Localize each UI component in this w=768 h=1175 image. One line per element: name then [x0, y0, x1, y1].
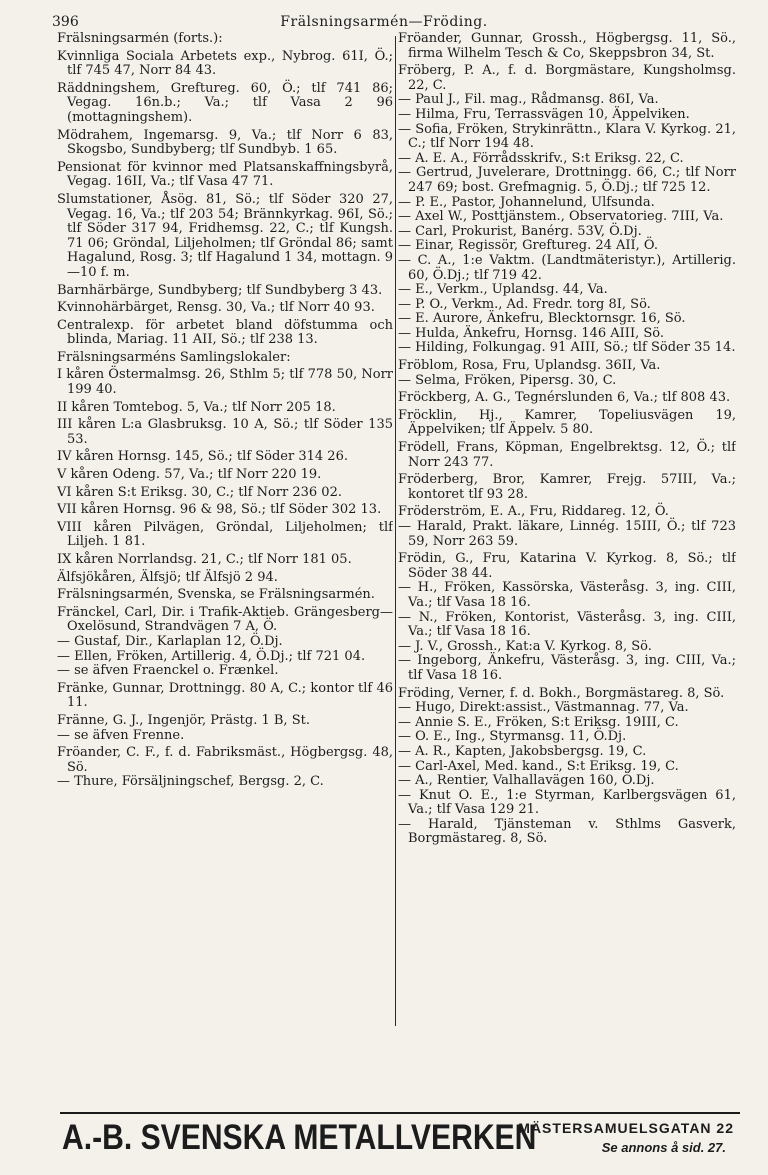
directory-entry: — Hilding, Folkungag. 91 AIII, Sö.; tlf Söder 35 14.	[398, 340, 736, 356]
directory-entry: — Paul J., Fil. mag., Rådmansg. 86I, Va.	[398, 92, 659, 108]
directory-entry: Fröander, Gunnar, Grossh., Högbergsg. 11, Sö., firma Wilhelm Tesch & Co, Skeppsbron 34, St.	[398, 32, 736, 61]
directory-entry: — Sofia, Fröken, Strykinrättn., Klara V. Kyrkog. 21, C.; tlf Norr 194 48.	[398, 121, 736, 152]
directory-entry: II kåren Tomtebog. 5, Va.; tlf Norr 205 18.	[57, 399, 336, 415]
directory-entry: Centralexp. för arbetet bland döfstumma och blinda, Mariag. 11 AII, Sö.; tlf 238 13.	[57, 317, 393, 348]
running-title: Frälsningsarmén—Fröding.	[280, 14, 488, 30]
directory-entry: — A. E. A., Förrådsskrifv., S:t Eriksg. 22, C.	[398, 150, 684, 166]
directory-entry: — Annie S. E., Fröken, S:t Eriksg. 19III, C.	[398, 714, 679, 730]
ad-address: MÄSTERSAMUELSGATAN 22	[518, 1120, 734, 1136]
directory-entry: — se äfven Frenne.	[57, 727, 185, 743]
directory-entry: — A., Rentier, Valhallavägen 160, Ö.Dj.	[398, 773, 655, 789]
directory-entry: Frödin, G., Fru, Katarina V. Kyrkog. 8, Sö.; tlf Söder 38 44.	[398, 551, 736, 581]
directory-entry: — Hilma, Fru, Terrassvägen 10, Äppelviken.	[398, 106, 690, 122]
directory-entry: — J. V., Grossh., Kat:a V. Kyrkog. 8, Sö.	[398, 638, 652, 654]
directory-entry: — Einar, Regissör, Greftureg. 24 AII, Ö.	[398, 238, 658, 254]
directory-entry: — E. Aurore, Änkefru, Blecktornsgr. 16, Sö.	[398, 311, 686, 327]
page-number: 396	[52, 14, 79, 30]
directory-entry: Fröding, Verner, f. d. Bokh., Borgmästareg. 8, Sö.	[398, 685, 725, 701]
directory-entry: Slumstationer, Åsög. 81, Sö.; tlf Söder 320 27, Vegag. 16, Va.; tlf 203 54; Brännkyrkag. 96I, Sö.; tlf Söder 317 94, Fridhemsg. 22, C.; tlf Kungsh. 71 06; Gröndal, Liljeholmen; tlf Gröndal 86; samt Hagalund, Rosg. 3; tlf Hagalund 1 34, mottagn. 9—10 f. m.	[57, 191, 393, 280]
directory-entry: Kvinnliga Sociala Arbetets exp., Nybrog. 61I, Ö.; tlf 745 47, Norr 84 43.	[57, 48, 393, 79]
column-divider	[395, 36, 396, 1026]
directory-entry: I kåren Östermalmsg. 26, Sthlm 5; tlf 778 50, Norr 199 40.	[57, 367, 393, 398]
ad-company-name: A.-B. SVENSKA METALLVERKEN	[62, 1118, 537, 1157]
directory-entry: VI kåren S:t Eriksg. 30, C.; tlf Norr 236 02.	[57, 484, 342, 500]
left-column	[57, 32, 393, 1032]
directory-entry: Frödell, Frans, Köpman, Engelbrektsg. 12, Ö.; tlf Norr 243 77.	[398, 440, 736, 470]
directory-entry: Fröderström, E. A., Fru, Riddareg. 12, Ö.	[398, 504, 669, 520]
directory-entry: — Hugo, Direkt:assist., Västmannag. 77, Va.	[398, 700, 689, 716]
directory-entry: — H., Fröken, Kassörska, Västeråsg. 3, ing. CIII, Va.; tlf Vasa 18 16.	[398, 580, 736, 610]
directory-entry: — Carl-Axel, Med. kand., S:t Eriksg. 19, C.	[398, 758, 679, 774]
directory-entry: Kvinnohärbärget, Rensg. 30, Va.; tlf Norr 40 93.	[57, 300, 375, 316]
directory-entry: — Thure, Försäljningschef, Bergsg. 2, C.	[57, 774, 324, 790]
directory-entry: Fröderberg, Bror, Kamrer, Frejg. 57III, Va.; kontoret tlf 93 28.	[398, 472, 736, 502]
directory-entry: V kåren Odeng. 57, Va.; tlf Norr 220 19.	[57, 467, 322, 483]
directory-entry: Fränne, G. J., Ingenjör, Prästg. 1 B, St.	[57, 712, 310, 728]
directory-entry: Fröberg, P. A., f. d. Borgmästare, Kungsholmsg. 22, C.	[398, 63, 736, 93]
directory-entry: Frälsningsarmén (forts.):	[57, 32, 223, 46]
directory-entry: Fröblom, Rosa, Fru, Uplandsg. 36II, Va.	[398, 358, 661, 374]
right-column	[398, 32, 736, 1032]
directory-entry: — Axel W., Posttjänstem., Observatorieg. 7III, Va.	[398, 209, 724, 225]
directory-entry: Mödrahem, Ingemarsg. 9, Va.; tlf Norr 6 83, Skogsbo, Sundbyberg; tlf Sundbyb. 1 65.	[57, 127, 393, 158]
directory-entry: — A. R., Kapten, Jakobsbergsg. 19, C.	[398, 743, 647, 759]
directory-entry: — Carl, Prokurist, Banérg. 53V, Ö.Dj.	[398, 223, 642, 239]
advertisement	[60, 1112, 740, 1162]
directory-entry: — P. E., Pastor, Johannelund, Ulfsunda.	[398, 194, 655, 210]
directory-entry: — Selma, Fröken, Pipersg. 30, C.	[398, 372, 617, 388]
directory-entry: Fröander, C. F., f. d. Fabriksmäst., Högbergsg. 48, Sö.	[57, 745, 393, 775]
directory-entry: — Gustaf, Dir., Karlaplan 12, Ö.Dj.	[57, 633, 283, 649]
directory-entry: — se äfven Fraenckel o. Frænkel.	[57, 663, 279, 679]
directory-entry: VII kåren Hornsg. 96 & 98, Sö.; tlf Söder 302 13.	[57, 502, 382, 518]
directory-entry: Fröckberg, A. G., Tegnérslunden 6, Va.; tlf 808 43.	[398, 390, 731, 406]
directory-entry: — Ingeborg, Änkefru, Västeråsg. 3, ing. CIII, Va.; tlf Vasa 18 16.	[398, 653, 736, 683]
directory-entry: III kåren L:a Glasbruksg. 10 A, Sö.; tlf Söder 135 53.	[57, 417, 393, 447]
directory-entry: IV kåren Hornsg. 145, Sö.; tlf Söder 314 26.	[57, 449, 348, 465]
ad-reference: Se annons å sid. 27.	[601, 1140, 726, 1155]
directory-entry: Frälsningsarméns Samlingslokaler:	[57, 349, 291, 365]
directory-entry: — C. A., 1:e Vaktm. (Landtmäteristyr.), Artillerig. 60, Ö.Dj.; tlf 719 42.	[398, 252, 736, 283]
directory-entry: Räddningshem, Greftureg. 60, Ö.; tlf 741 86; Vegag. 16n.b.; Va.; tlf Vasa 2 96 (mottagningshem).	[57, 80, 393, 125]
directory-entry: Pensionat för kvinnor med Platsanskaffningsbyrå, Vegag. 16II, Va.; tlf Vasa 47 71.	[57, 159, 393, 190]
directory-entry: — N., Fröken, Kontorist, Västeråsg. 3, ing. CIII, Va.; tlf Vasa 18 16.	[398, 609, 736, 640]
directory-entry: — P. O., Verkm., Ad. Fredr. torg 8I, Sö.	[398, 296, 651, 312]
directory-entry: Älfsjökåren, Älfsjö; tlf Älfsjö 2 94.	[57, 569, 278, 585]
directory-entry: VIII kåren Pilvägen, Gröndal, Liljeholmen; tlf Liljeh. 1 81.	[57, 519, 393, 550]
page-header	[52, 10, 716, 32]
ad-top-rule	[60, 1112, 740, 1114]
directory-entry: Fränke, Gunnar, Drottningg. 80 A, C.; kontor tlf 46 11.	[57, 680, 393, 711]
directory-entry: Fröcklin, Hj., Kamrer, Topeliusvägen 19, Äppelviken; tlf Äppelv. 5 80.	[398, 407, 736, 438]
directory-entry: — Hulda, Änkefru, Hornsg. 146 AIII, Sö.	[398, 325, 664, 341]
directory-entry: — E., Verkm., Uplandsg. 44, Va.	[398, 282, 608, 298]
directory-entry: — Gertrud, Juvelerare, Drottningg. 66, C.; tlf Norr 247 69; bost. Grefmagnig. 5, Ö.Dj.; tlf 725 12.	[398, 165, 736, 195]
directory-entry: Fränckel, Carl, Dir. i Trafik-Aktieb. Grängesberg—Oxelösund, Strandvägen 7 A, Ö.	[57, 604, 393, 635]
directory-entry: — Harald, Prakt. läkare, Linnég. 15III, Ö.; tlf 723 59, Norr 263 59.	[398, 519, 736, 549]
directory-entry: — Ellen, Fröken, Artillerig. 4, Ö.Dj.; tlf 721 04.	[57, 648, 366, 664]
directory-entry: — Knut O. E., 1:e Styrman, Karlbergsvägen 61, Va.; tlf Vasa 129 21.	[398, 787, 736, 818]
directory-entry: IX kåren Norrlandsg. 21, C.; tlf Norr 181 05.	[57, 552, 352, 567]
directory-entry: — O. E., Ing., Styrmansg. 11, Ö.Dj.	[398, 729, 627, 745]
directory-entry: Barnhärbärge, Sundbyberg; tlf Sundbyberg 3 43.	[57, 282, 383, 298]
directory-entry: Frälsningsarmén, Svenska, se Frälsningsarmén.	[57, 587, 375, 603]
directory-entry: — Harald, Tjänsteman v. Sthlms Gasverk, Borgmästareg. 8, Sö.	[398, 816, 736, 847]
